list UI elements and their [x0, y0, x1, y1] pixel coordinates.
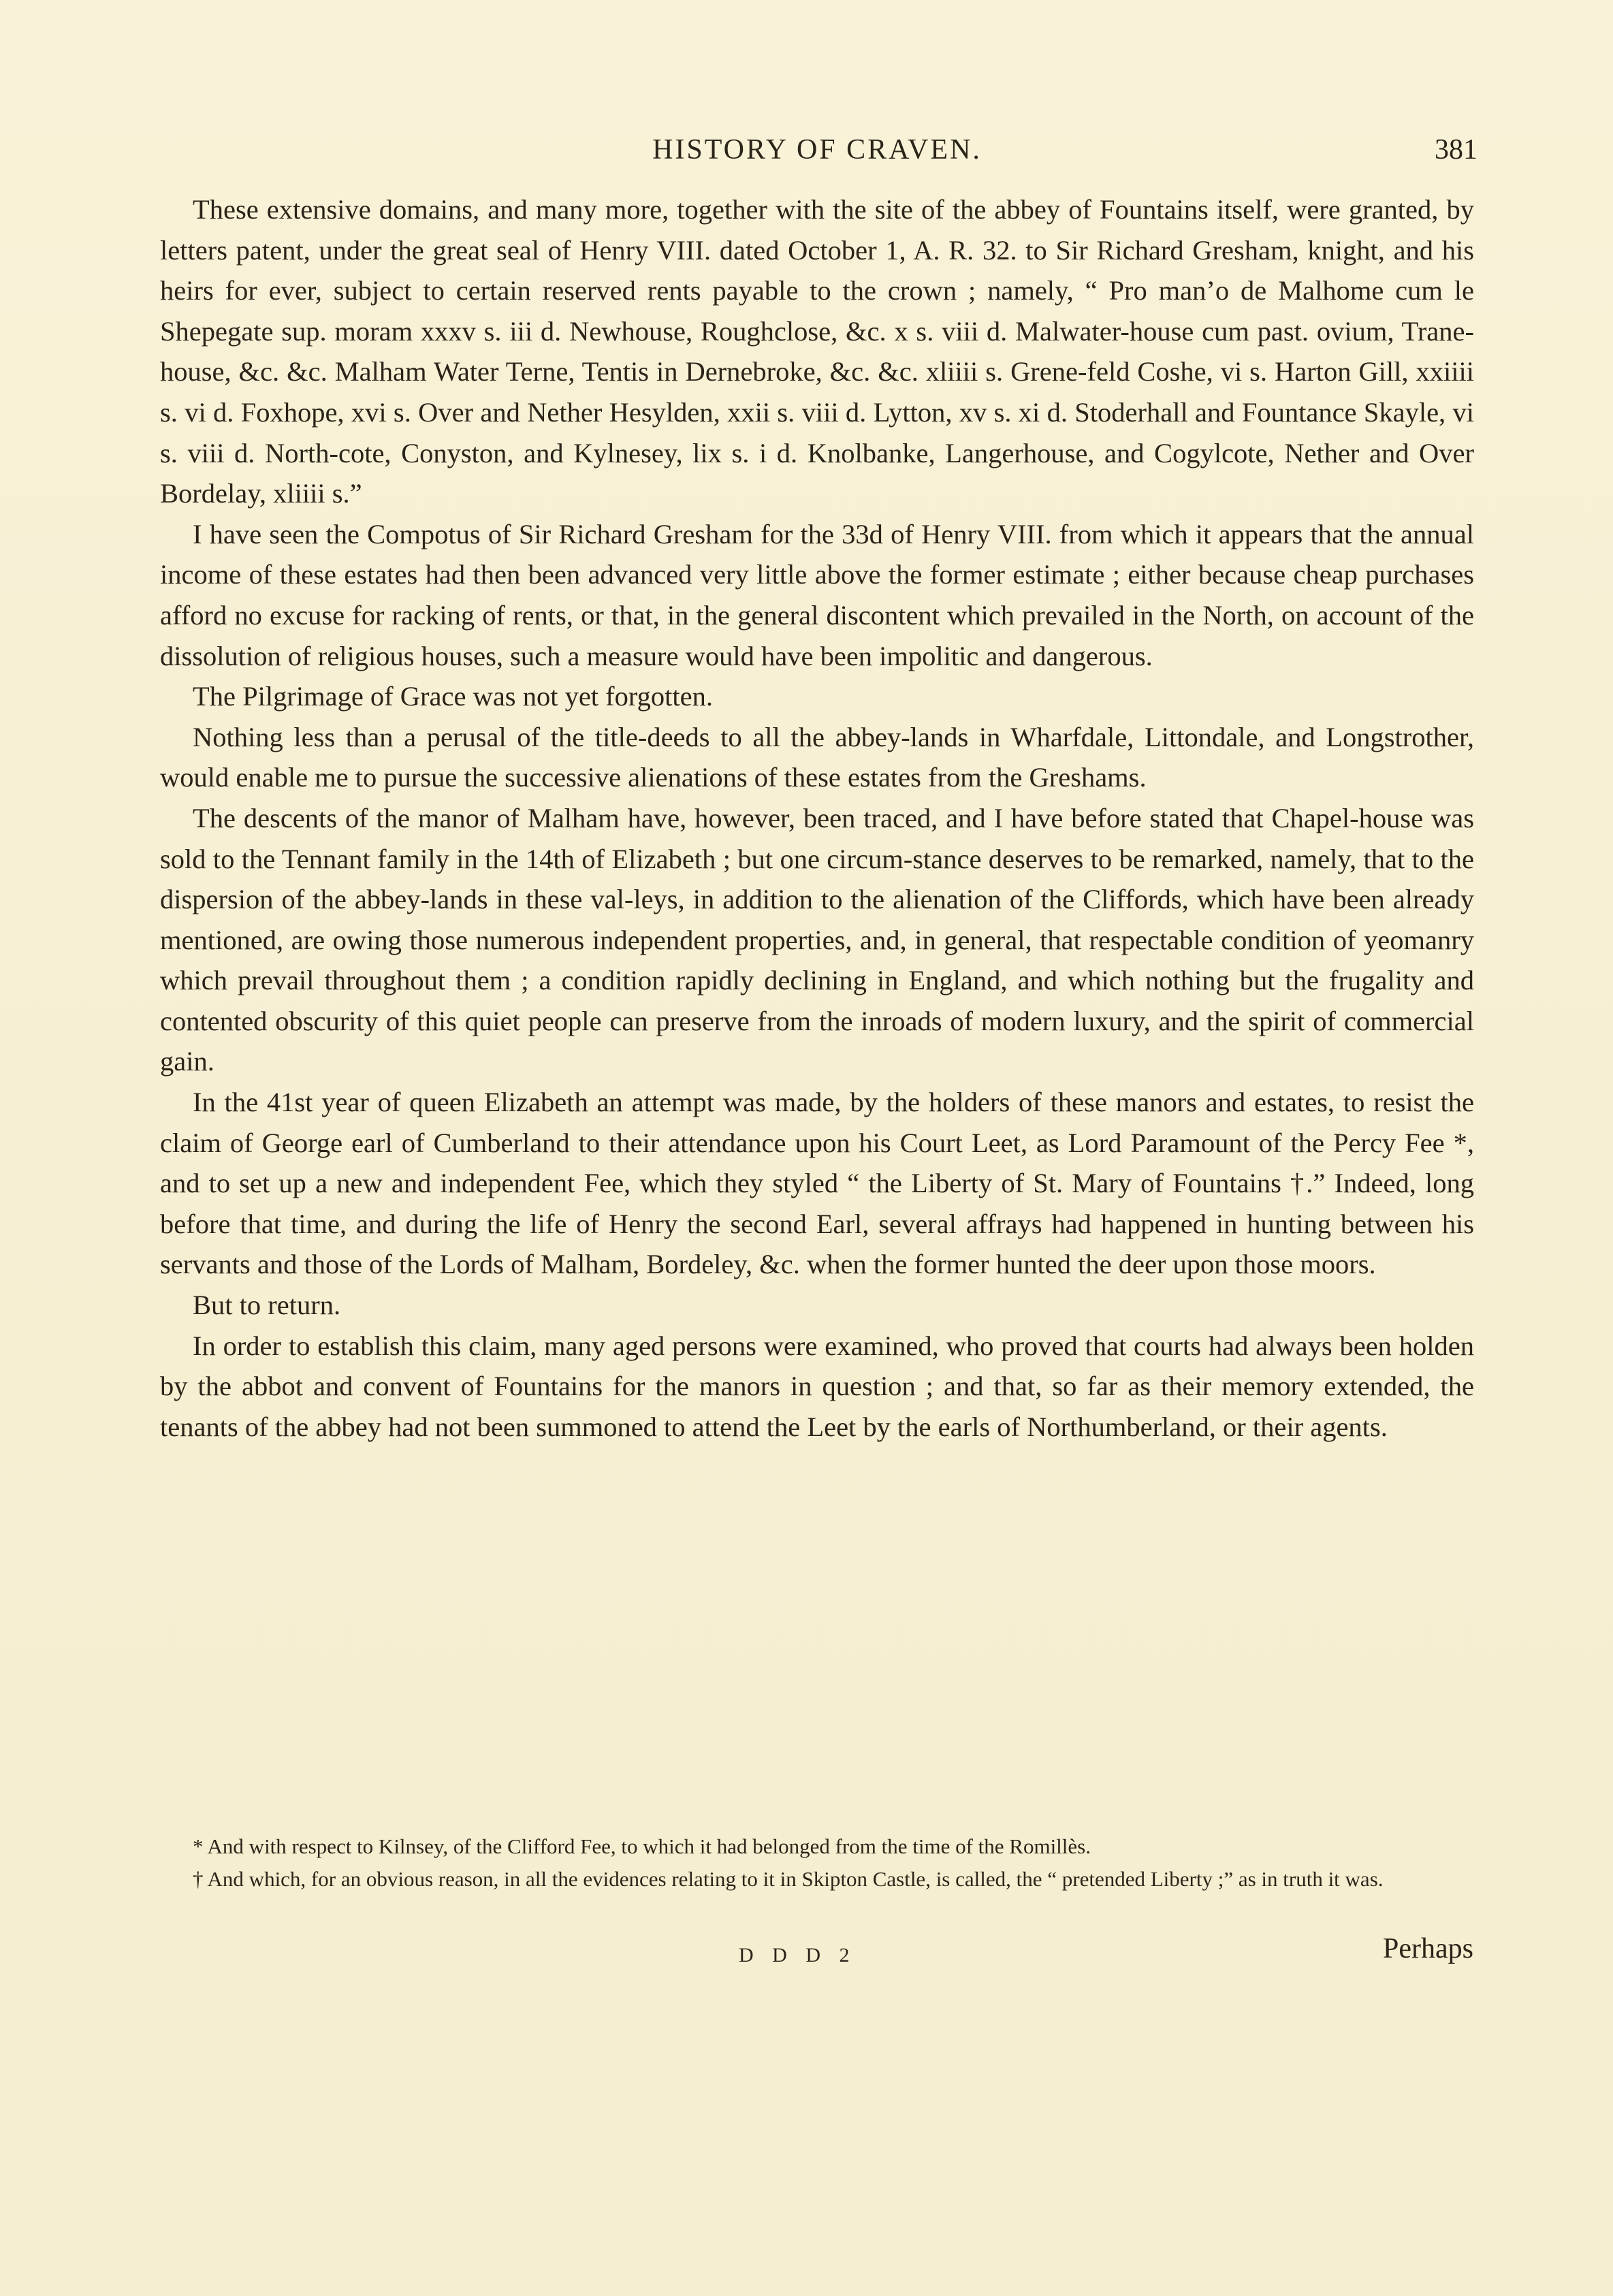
paragraph-return: But to return. — [193, 1290, 341, 1321]
paragraph-grant: These extensive domains, and many more, together with the site of the abbey of Fountains itself, were granted, by letters patent, under the great seal of Henry VIII. dated October 1, A. R. 32. to Sir Richard Gresham, knight, and his heirs for ever, subject to certain reserved rents payable to the crown ; namely, “ Pro man’o de Malhome cum le Shepegate sup. moram xxxv s. iii d. Newhouse, Roughclose, &c. x s. viii d. Malwater-house cum past. ovium, Trane-house, &c. &c. Malham Water Terne, Tentis in Dernebroke, &c. &c. xliiii s. Grene-feld Coshe, vi s. Harton Gill, xxiiii s. vi d. Foxhope, xvi s. Over and Nether Hesylden, xxii s. viii d. Lytton, xv s. xi d. Stoderhall and Fountance Skayle, vi s. viii d. North-cote, Conyston, and Kylnesey, lix s. i d. Knolbanke, Langerhouse, and Cogylcote, Nether and Over Bordelay, xliiii s.” — [160, 194, 1474, 509]
catchword: Perhaps — [1383, 1933, 1473, 1964]
paragraph-court-leet: In the 41st year of queen Elizabeth an attempt was made, by the holders of these manors and estates, to resist the claim of George earl of Cumberland to their attendance upon his Court Leet, as Lord Paramount of the Percy Fee *, and to set up a new and independent Fee, which they styled “ the Liberty of St. Mary of Fountains †.” Indeed, long before that time, and during the life of Henry the second Earl, several affrays had happened in hunting between his servants and those of the Lords of Malham, Bordeley, &c. when the former hunted the deer upon those moors. — [160, 1087, 1474, 1280]
paragraph-title-deeds: Nothing less than a perusal of the title-deeds to all the abbey-lands in Wharfdale, Littondale, and Longstrother, would enable me to pursue the successive alienations of these estates from the Greshams. — [160, 721, 1474, 793]
footnote-dagger: † And which, for an obvious reason, in all the evidences relating to it in Skipton Castle, is called, the “ pretended Liberty ;” as in truth it was. — [193, 1867, 1384, 1891]
footnote-asterisk: * And with respect to Kilnsey, of the Clifford Fee, to which it had belonged from the time of the Romillès. — [193, 1834, 1091, 1858]
running-title: HISTORY OF CRAVEN. — [652, 134, 982, 165]
footnotes — [160, 1832, 1474, 1897]
running-head — [157, 133, 1478, 174]
page-number: 381 — [1435, 134, 1478, 165]
signature-mark: D D D 2 — [739, 1944, 857, 1966]
paragraph-descents: The descents of the manor of Malham have, however, been traced, and I have before stated that Chapel-house was sold to the Tennant family in the 14th of Elizabeth ; but one circum-stance deserves to be remarked, namely, that to the dispersion of the abbey-lands in these val-leys, in addition to the alienation of the Cliffords, which have been already mentioned, are owing those numerous independent properties, and, in general, that respectable condition of yeomanry which prevail throughout them ; a condition rapidly declining in England, and which nothing but the frugality and contented obscurity of this quiet people can preserve from the inroads of modern luxury, and the spirit of commercial gain. — [160, 802, 1474, 1077]
body-text — [160, 189, 1474, 1447]
paragraph-claim: In order to establish this claim, many aged persons were examined, who proved that courts had always been holden by the abbot and convent of Fountains for the manors in question ; and that, so far as their memory extended, the tenants of the abbey had not been summoned to attend the Leet by the earls of Northumberland, or their agents. — [160, 1330, 1474, 1442]
paragraph-compotus: I have seen the Compotus of Sir Richard Gresham for the 33d of Henry VIII. from which it appears that the annual income of these estates had then been advanced very little above the former estimate ; either because cheap purchases afford no excuse for racking of rents, or that, in the general discontent which prevailed in the North, on account of the dissolution of religious houses, such a measure would have been impolitic and dangerous. — [160, 518, 1474, 671]
paragraph-pilgrimage: The Pilgrimage of Grace was not yet forgotten. — [193, 681, 714, 712]
